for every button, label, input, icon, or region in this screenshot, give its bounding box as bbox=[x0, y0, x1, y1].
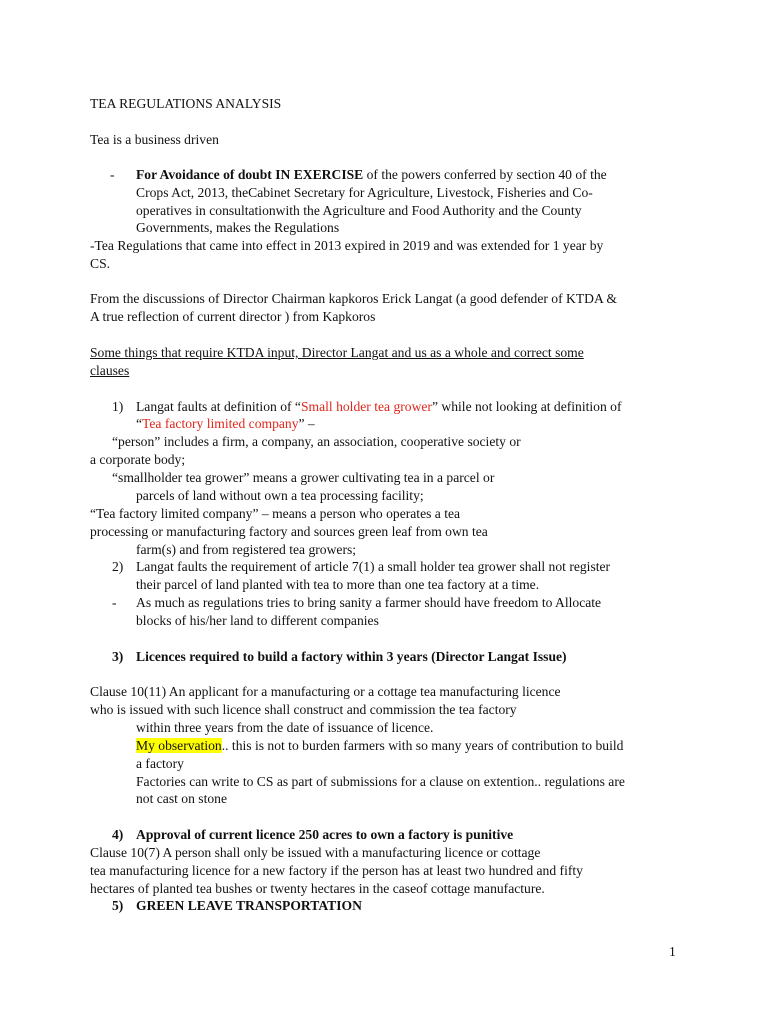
bullet1-rest: of the powers conferred by section 40 of the bbox=[363, 167, 607, 182]
tea-factory-term: Tea factory limited company bbox=[142, 416, 299, 431]
observation-rest: .. this is not to burden farmers with so many years of contribution to build bbox=[221, 738, 624, 753]
item1-line1 bbox=[136, 398, 622, 416]
bullet2-line2: blocks of his/her land to different companies bbox=[136, 613, 379, 628]
def-person-line2: a corporate body; bbox=[90, 452, 186, 467]
bullet-dash: - bbox=[112, 595, 117, 610]
discussion-line2: A true reflection of current director ) from Kapkoros bbox=[90, 309, 376, 324]
bullet1-bold: For Avoidance of doubt IN EXERCISE bbox=[136, 167, 364, 182]
item5-number: 5) bbox=[112, 898, 124, 913]
item5-heading: GREEN LEAVE TRANSPORTATION bbox=[136, 898, 362, 913]
observation-line3: Factories can write to CS as part of submissions for a clause on extention.. regulations are bbox=[136, 774, 625, 789]
observation-line4: not cast on stone bbox=[136, 791, 227, 806]
def-factory-line1: “Tea factory limited company” – means a person who operates a tea bbox=[90, 506, 461, 521]
clause-10-7-line3: hectares of planted tea bushes or twenty hectares in the caseof cottage manufacture. bbox=[90, 881, 545, 896]
def-smallholder-line2: parcels of land without own a tea processing facility; bbox=[136, 488, 424, 503]
item1-text-c: ” – bbox=[298, 416, 315, 431]
item1-line2 bbox=[136, 415, 315, 433]
item2-number: 2) bbox=[112, 559, 124, 574]
discussion-line1: From the discussions of Director Chairman kapkoros Erick Langat (a good defender of KTDA & bbox=[90, 291, 618, 306]
bullet-dash: - bbox=[110, 167, 115, 182]
def-smallholder-line1: “smallholder tea grower” means a grower cultivating tea in a parcel or bbox=[112, 470, 495, 485]
extension-line2: CS. bbox=[90, 256, 111, 271]
def-factory-line3: farm(s) and from registered tea growers; bbox=[136, 542, 357, 557]
observation-line2: a factory bbox=[136, 756, 184, 771]
page-number: 1 bbox=[669, 944, 676, 959]
item2-line2: their parcel of land planted with tea to more than one tea factory at a time. bbox=[136, 577, 540, 592]
bullet1-line4: Governments, makes the Regulations bbox=[136, 220, 340, 235]
clause-10-11-line1: Clause 10(11) An applicant for a manufacturing or a cottage tea manufacturing licence bbox=[90, 684, 561, 699]
clause-10-7-line1: Clause 10(7) A person shall only be issued with a manufacturing licence or cottage bbox=[90, 845, 541, 860]
input-heading-line2: clauses bbox=[90, 363, 130, 378]
input-heading-line1: Some things that require KTDA input, Director Langat and us as a whole and correct some bbox=[90, 345, 584, 360]
item4-number: 4) bbox=[112, 827, 124, 842]
item1-quote-open: “ bbox=[136, 416, 143, 431]
intro-line: Tea is a business driven bbox=[90, 132, 219, 147]
def-person-line1: “person” includes a firm, a company, an association, cooperative society or bbox=[112, 434, 521, 449]
item1-text-b: ” while not looking at definition of bbox=[431, 399, 622, 414]
bullet1-line1 bbox=[136, 166, 607, 184]
clause-10-7-line2: tea manufacturing licence for a new factory if the person has at least two hundred and fifty bbox=[90, 863, 583, 878]
clause-10-11-line3: within three years from the date of issuance of licence. bbox=[136, 720, 434, 735]
bullet1-line2: Crops Act, 2013, theCabinet Secretary for Agriculture, Livestock, Fisheries and Co- bbox=[136, 185, 593, 200]
def-factory-line2: processing or manufacturing factory and sources green leaf from own tea bbox=[90, 524, 488, 539]
observation-line1 bbox=[136, 737, 623, 755]
item1-number: 1) bbox=[112, 399, 124, 414]
item4-heading: Approval of current licence 250 acres to own a factory is punitive bbox=[136, 827, 514, 842]
item3-number: 3) bbox=[112, 649, 124, 664]
item1-text-a: Langat faults at definition of “ bbox=[136, 399, 301, 414]
bullet2-line1: As much as regulations tries to bring sanity a farmer should have freedom to Allocate bbox=[136, 595, 602, 610]
observation-highlight: My observation bbox=[136, 738, 222, 753]
bullet1-line3: operatives in consultationwith the Agriculture and Food Authority and the County bbox=[136, 203, 582, 218]
item3-heading: Licences required to build a factory within 3 years (Director Langat Issue) bbox=[136, 649, 567, 664]
small-holder-term: Small holder tea grower bbox=[300, 399, 432, 414]
extension-line1: -Tea Regulations that came into effect in 2013 expired in 2019 and was extended for 1 year by bbox=[90, 238, 604, 253]
document-title: TEA REGULATIONS ANALYSIS bbox=[90, 96, 282, 111]
item2-line1: Langat faults the requirement of article 7(1) a small holder tea grower shall not register bbox=[136, 559, 611, 574]
clause-10-11-line2: who is issued with such licence shall construct and commission the tea factory bbox=[90, 702, 517, 717]
